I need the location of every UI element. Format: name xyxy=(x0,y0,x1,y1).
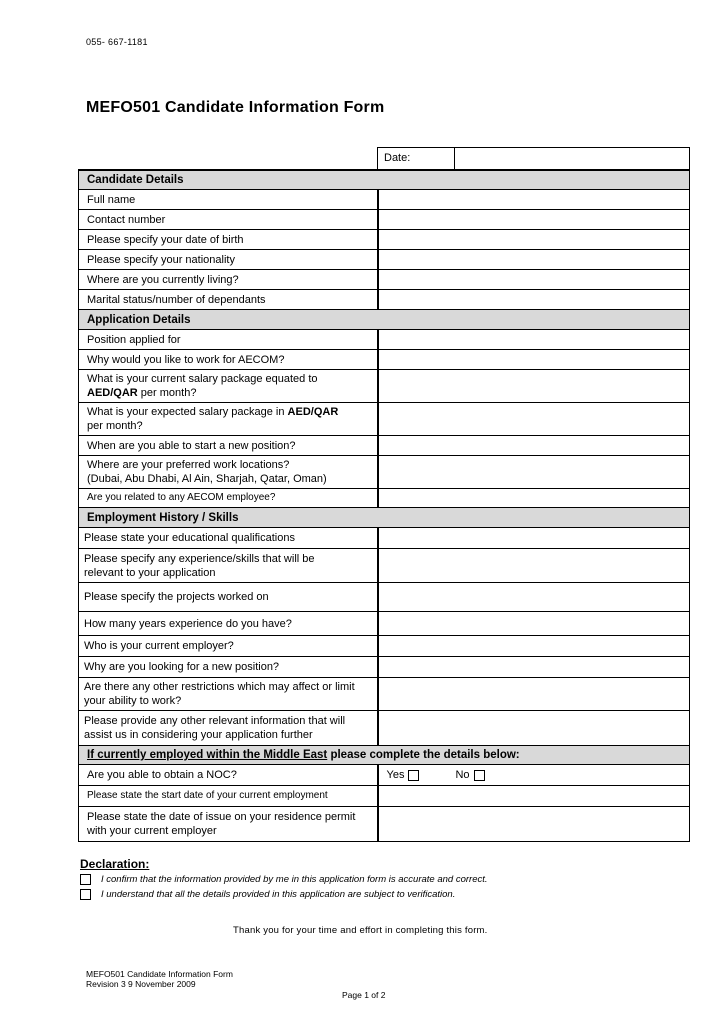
phone-number: 055- 667-1181 xyxy=(86,37,148,47)
declaration-title: Declaration: xyxy=(80,857,150,871)
restrictions-field[interactable] xyxy=(378,678,690,711)
table-row xyxy=(79,456,690,489)
candidate-form-table xyxy=(78,147,690,842)
declaration-text: I confirm that the information provided by me in this application form is accurate and correct. xyxy=(101,874,488,885)
label-text: assist us in considering your application further xyxy=(84,729,313,741)
current-location-field[interactable] xyxy=(378,270,690,290)
field-label: Please specify your date of birth xyxy=(79,230,378,250)
reason-new-position-field[interactable] xyxy=(378,657,690,678)
field-label: Please specify your nationality xyxy=(79,250,378,270)
field-label: Who is your current employer? xyxy=(79,636,378,657)
field-label xyxy=(79,403,378,436)
field-label: Full name xyxy=(79,190,378,210)
label-text: relevant to your application xyxy=(84,566,216,579)
why-aecom-field[interactable] xyxy=(378,350,690,370)
field-label: Where are you currently living? xyxy=(79,270,378,290)
yes-label: Yes xyxy=(386,769,405,781)
label-text: with your current employer xyxy=(87,825,217,837)
table-row xyxy=(79,765,690,786)
experience-skills-field[interactable] xyxy=(378,549,690,583)
label-text: Please provide any other relevant information that will xyxy=(84,715,346,727)
date-field[interactable] xyxy=(455,148,690,170)
table-row xyxy=(79,583,690,612)
table-row xyxy=(79,711,690,746)
table-row xyxy=(79,528,690,549)
page-number: Page 1 of 2 xyxy=(342,990,386,1000)
section-application-details xyxy=(79,310,690,330)
label-text: (Dubai, Abu Dhabi, Al Ain, Sharjah, Qatar, Oman) xyxy=(87,473,327,485)
table-row xyxy=(79,370,690,403)
field-label: Why would you like to work for AECOM? xyxy=(79,350,378,370)
table-row xyxy=(79,678,690,711)
table-row xyxy=(79,330,690,350)
label-bold-text: AED/QAR xyxy=(87,387,138,399)
label-text: What is your current salary package equated to xyxy=(87,373,318,385)
section-title-rest: please complete the details below: xyxy=(327,749,520,761)
label-bold-text: AED/QAR xyxy=(287,406,339,418)
marital-status-field[interactable] xyxy=(378,290,690,310)
field-label: Are you related to any AECOM employee? xyxy=(79,489,378,508)
position-applied-field[interactable] xyxy=(378,330,690,350)
label-text: Please specify any experience/skills that will be xyxy=(84,552,315,565)
projects-field[interactable] xyxy=(378,583,690,612)
table-row xyxy=(79,403,690,436)
table-row xyxy=(79,350,690,370)
table-row xyxy=(79,657,690,678)
confirm-accuracy-checkbox[interactable] xyxy=(80,874,91,885)
declaration-text: I understand that all the details provided in this application are subject to verification. xyxy=(101,889,456,900)
field-label: Please state the start date of your current employment xyxy=(79,786,378,807)
footer-revision: Revision 3 9 November 2009 xyxy=(86,979,196,989)
label-text: per month? xyxy=(87,420,143,432)
table-row xyxy=(79,807,690,842)
thank-you-note: Thank you for your time and effort in completing this form. xyxy=(233,925,488,936)
expected-salary-field[interactable] xyxy=(378,403,690,436)
no-label: No xyxy=(455,769,470,781)
confirm-verification-checkbox[interactable] xyxy=(80,889,91,900)
page-title: MEFO501 Candidate Information Form xyxy=(86,99,385,116)
yes-checkbox[interactable] xyxy=(408,770,419,781)
field-label xyxy=(79,549,378,583)
residence-permit-date-field[interactable] xyxy=(378,807,690,842)
table-row xyxy=(79,190,690,210)
table-row xyxy=(79,250,690,270)
table-row xyxy=(79,270,690,290)
section-candidate-details xyxy=(79,170,690,190)
table-row xyxy=(79,636,690,657)
label-text: your ability to work? xyxy=(84,695,182,707)
field-label xyxy=(79,370,378,403)
field-label xyxy=(79,456,378,489)
related-employee-field[interactable] xyxy=(378,489,690,508)
current-employer-field[interactable] xyxy=(378,636,690,657)
table-row xyxy=(79,436,690,456)
field-label: How many years experience do you have? xyxy=(79,612,378,636)
label-text: Please state the date of issue on your residence permit xyxy=(87,811,356,823)
field-label: Position applied for xyxy=(79,330,378,350)
nationality-field[interactable] xyxy=(378,250,690,270)
table-row xyxy=(79,210,690,230)
section-title: Candidate Details xyxy=(79,170,690,190)
field-label: When are you able to start a new position? xyxy=(79,436,378,456)
table-row xyxy=(79,786,690,807)
qualifications-field[interactable] xyxy=(378,528,690,549)
table-row xyxy=(79,290,690,310)
current-salary-field[interactable] xyxy=(378,370,690,403)
label-text: What is your expected salary package in xyxy=(87,406,288,418)
contact-number-field[interactable] xyxy=(378,210,690,230)
date-row xyxy=(79,148,690,170)
footer-form-name: MEFO501 Candidate Information Form xyxy=(86,969,233,979)
declaration xyxy=(80,857,680,901)
section-title xyxy=(79,746,690,765)
field-label xyxy=(79,807,378,842)
field-label: Are you able to obtain a NOC? xyxy=(79,765,378,786)
label-text: Where are your preferred work locations? xyxy=(87,459,290,471)
footer xyxy=(86,969,233,989)
label-text: Are there any other restrictions which may affect or limit xyxy=(84,681,355,693)
other-information-field[interactable] xyxy=(378,711,690,746)
table-row xyxy=(79,549,690,583)
date-label: Date: xyxy=(378,148,455,170)
field-label: Why are you looking for a new position? xyxy=(79,657,378,678)
declaration-item xyxy=(80,873,680,886)
field-label: Please state your educational qualifications xyxy=(79,528,378,549)
no-checkbox[interactable] xyxy=(474,770,485,781)
section-title-underlined: If currently employed within the Middle East xyxy=(87,749,328,761)
section-title: Employment History / Skills xyxy=(79,508,690,528)
date-of-birth-field[interactable] xyxy=(378,230,690,250)
field-label xyxy=(79,678,378,711)
table-row xyxy=(79,489,690,508)
field-label: Please specify the projects worked on xyxy=(79,583,378,612)
table-row xyxy=(79,230,690,250)
label-text: per month? xyxy=(137,387,197,399)
preferred-locations-field[interactable] xyxy=(378,456,690,489)
field-label xyxy=(79,711,378,746)
field-label: Contact number xyxy=(79,210,378,230)
section-middle-east xyxy=(79,746,690,765)
field-label: Marital status/number of dependants xyxy=(79,290,378,310)
noc-answer-cell xyxy=(378,765,690,786)
table-row xyxy=(79,612,690,636)
employment-start-date-field[interactable] xyxy=(378,786,690,807)
section-employment-history xyxy=(79,508,690,528)
years-experience-field[interactable] xyxy=(378,612,690,636)
full-name-field[interactable] xyxy=(378,190,690,210)
declaration-item xyxy=(80,888,680,901)
start-date-field[interactable] xyxy=(378,436,690,456)
section-title: Application Details xyxy=(79,310,690,330)
